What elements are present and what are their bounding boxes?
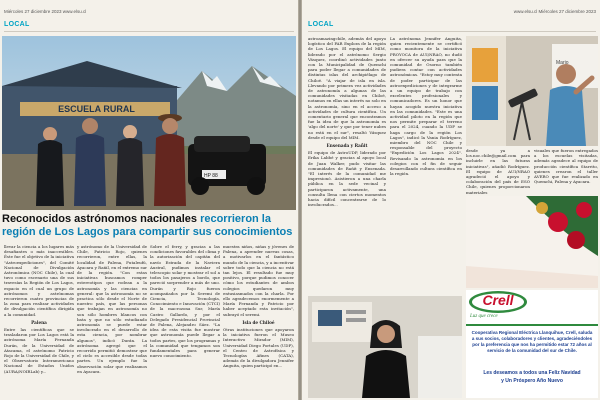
crell-tagline: Luz que crece (470, 314, 498, 319)
crell-logo-text: Crell (482, 292, 514, 308)
woman-presenter-photo (308, 296, 462, 398)
crell-ad-wish-1: Les deseamos a todos una Feliz Navidad (483, 370, 581, 376)
left-col-4-text: muestra niños, niñas y jóvenes de Palena, a aprender nuevas cosas, a motivarlos en el fantástico mundo de la ciencia, y a incentivar sobre todo que la ciencia no está tan lejos. El resultado fue muy positivo, porque pudimos conocer cómo los estudiantes de ambos colegios quedaron muy entusiasmados con la charla. Por ello agradecemos enormemente a María Fernanda y Patricio por haber aceptado esta invitación", subrayó el seremi. (223, 244, 294, 317)
left-col-4-text2: Otras instituciones que apoyaron la iniciativa fueron el Museo Interactivo Mirador (MIM), Universidad Diego Portales (UDP), el Centro de Astrofísica y Tecnologías Afines (CATA), además de la divulgadora Jennifer Anguita, quien participó en... (223, 327, 294, 369)
article-headline (2, 213, 296, 239)
crell-ad-body: Cooperativa Regional Eléctrica Llanquihue, Crell, saluda a sus socios, colaboradores y clientes, agradeciéndoles por la preferencia que nos ha permitido estar 72 años al servicio de la comunidad del sur de Chile. (471, 330, 593, 353)
screen-label: Mario (556, 60, 569, 66)
poster-shape (472, 48, 498, 82)
christmas-ornaments-photo (466, 196, 598, 288)
ad-divider (466, 324, 598, 326)
left-section-label: LOCAL (4, 21, 30, 28)
right-col-4: visuales que fueron entregados a los escuelas visitadas, además agradece al equipo de producción científica Starrito, quienes crearon el taller AVERO que fue realizado en Quemchi, Palena y Ayacara. (534, 148, 598, 185)
right-col-2: La astrónoma Jennifer Anguita, quien recientemente se certificó como monitora de la iniciativa PROYOCA de AUI/NRAO, no dudó en ofrecer su ayuda para que la comunidad de Osorno también pudiera contar con actividades astronómicas. "Estoy muy contenta de poder participar de las astroexpediciones y de integrarme a un equipo de trabajo con excelentes profesionales y comunicadores. Es un honor que hayan acogido nuestra iniciativa en las comunidades. "Este es una actividad piloto en la región que nos permite preparar el terreno para el 2024, cuando la UDP se haga cargo de la región Los Lagos", indicó la Vania Rodríguez, miembro del NOC Chile y responsable del proyecto "Expedición Los Lagos 2024". Revisando la astronomía en los colegios con el fin de seguir desarrollando cultura científica en la región. (390, 36, 462, 177)
right-section-rule (308, 31, 596, 32)
right-col-1-text: astroamazingchile, además del apoyo logístico del PAR Explora de la región de Los Lagos. El equipo del MIM, liderado por el astrónomo Sergio Vásquez, coordinó actividades junto con la Municipalidad de Quemchi para poder llegar a comunidades de distintas islas del archipiélago de Chiloé. "A viajar de isla en isla. Llevando por primera vez actividades de astronomía a algunas de las comunidades visitadas en Chiloé, notamos en ellas un interés no solo en la astronomía, sino en el acceso a actividades de cultura científica. Un comentario general que encontramos fue la idea de que la astronomía es 'algo del norte' y que por tener nubes no está en el sur", resaltó Vásquez desde el equipo del MIM. (308, 36, 386, 140)
right-section-label: LOCAL (308, 21, 334, 28)
right-page-header: www.elsu.cl Miércoles 27 diciembre 2023 (513, 9, 596, 14)
astronomers-group-photo (2, 36, 296, 210)
school-sign-text: ESCUELA RURAL (58, 104, 135, 114)
left-page-header: Miércoles 27 diciembre 2023 www.elsu.cl (4, 9, 87, 14)
logo-icon (468, 290, 528, 314)
left-col-2: y astrónomo de la Universidad de Chile, Patricio Rojo, quienes recorrieron, entre ellas, la localidad de Palena, Futaleufú, Ayacara y Rañil, en el extremo sur de la región. "Con estas iniciativas buscamos romper estereotipos que rodean a la astronomía y las ciencias en general: que la astronomía no se practica sólo desde el Norte de nuestro país, que las personas que trabajan en astronomía no son sólo hombres blancos con bata y que no sólo estudiando astronomía se puede estar involucrado en el desarrollo de esta ciencia, por nombrar algunos", indicó Durán. La astrónoma agregó que el recorrido permitió demostrar que el cielo es accesible desde todas partes. Un ejemplo fue la observación solar que realizamos en Ayacara. (77, 244, 147, 374)
left-col-1-text2: Entre las científicas que se trasladaron por Los Lagos está la astrónoma María Fernanda Durán, de la Universidad de Atacama, el astrónomo Patricio Rojo de la Universidad de Chile, y el Observatorio Interamericano Nacional de Estados Unidos (AURA/NOIRLab) y... (4, 327, 74, 374)
right-page (302, 0, 600, 400)
right-col-1-text2: El equipo de AstroUDP, liderado por Erika Labbé y gracias al apoyo local de Juan Walker, pudo visitar las comunidades de Rañit y Ensenada. "El interés de la comunidad me impresionó. Asistieron a una charla pública en la sede vecinal y participaron activamente, una consulta llena con ciertos momentos hacia difícil concentrarse de lo involucrados... (308, 150, 386, 208)
crell-ad-wish-2: y Un Próspero Año Nuevo (501, 378, 563, 384)
headline-black: Reconocidos astrónomos nacionales (2, 213, 201, 225)
right-col-1-subhead: Ensenada y Rañit (326, 143, 368, 149)
left-page (0, 0, 298, 400)
speaker-photo (466, 36, 598, 146)
left-col-4 (223, 244, 294, 398)
right-col-3: desde ya a los.noc.chile@gmail.com para incluirle en las futuras iniciativas", añadió Rodríguez. El equipo de AUI/NRAO agradeció el apoyo y colaboración del país de ESO Chile, quienes proporcionaron materiales (466, 148, 530, 194)
right-col-1 (308, 36, 386, 294)
left-col-1 (4, 244, 74, 398)
left-col-1-text: llevar la ciencia a los lugares más desafiantes o más inaccesibles. Éste fue el objetivo de la iniciativa "Astroexpediciones", del Comité Nacional de Divulgación Astronómica (NOC Chile), la cual tuvo como escenario una de sus travesías la Región de Los Lagos, espacio en el cual un grupo de astrónomos y astrónomas recorrieron cuatro provincias de la zona para realizar actividades de divulgación científica dirigida a la comunidad. (4, 244, 74, 317)
left-col-3: Sobre el ferry, y gracias a las condiciones favorables del clima y la autorización del capitán del navío Estrada de la Naviera Austral, pudimos instalar el telescopio solar y mostrar el sol a todos los pasajeros a bordo, que pareció sorprender a más de uno. Durán y Rojo fueron acompañados por la Seremi de Ciencia, Tecnología, Conocimiento e Innovación (CTCI) de la macrozona Sur, María Castro Gallardo, y por el Delegado Presidencial Provincial de Palena, Alejandro Sáez. "La idea de esta visita fue mostrar que astronomía puede llegar a todos partes, que los programas y la comunidad que tengamos son fundamentales para generar nuevo conocimiento. (150, 244, 220, 359)
crell-ad (466, 290, 598, 398)
left-col-4-subhead: Isla de Chiloé (242, 319, 275, 325)
left-section-rule (4, 31, 294, 32)
left-col-1-subhead: Palena (31, 319, 47, 325)
photo-scene (2, 36, 296, 210)
headline-blue: recorrieron la región de Los Lagos para compartir sus conocimientos (2, 213, 293, 238)
ornament-red (548, 212, 568, 232)
svg-text:HP 88: HP 88 (204, 173, 218, 179)
